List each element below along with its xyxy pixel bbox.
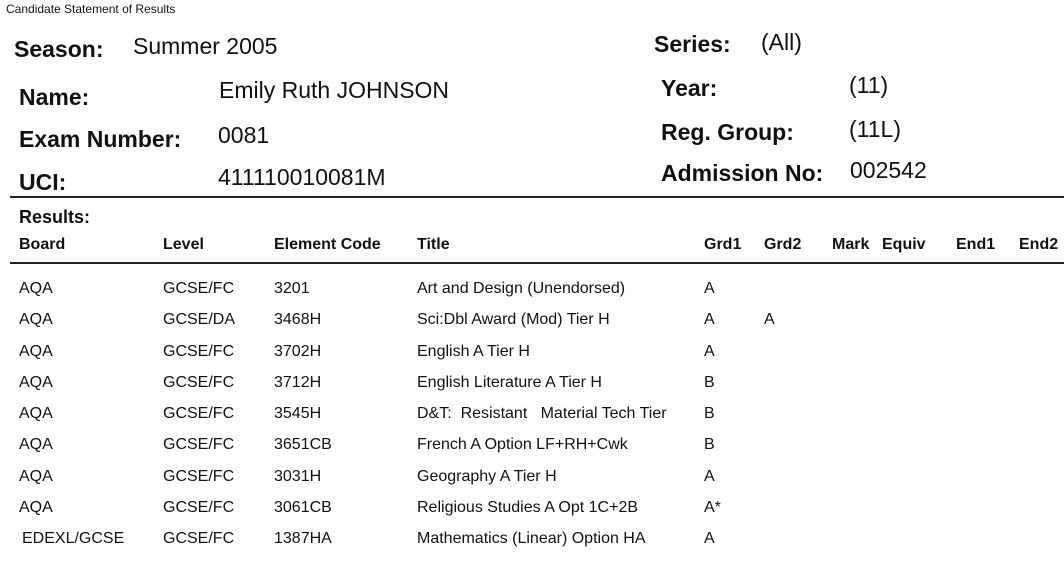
cell-board: AQA: [19, 499, 53, 517]
cell-level: GCSE/FC: [163, 530, 235, 548]
cell-title: English A Tier H: [417, 342, 530, 360]
cell-board: AQA: [19, 405, 53, 423]
cell-level: GCSE/FC: [163, 280, 235, 297]
name-label: Name:: [19, 84, 90, 110]
cell-level: GCSE/FC: [163, 342, 235, 360]
cell-title: English Literature A Tier H: [417, 373, 602, 391]
reg-group-value: (11L): [849, 116, 901, 142]
cell-title: French A Option LF+RH+Cwk: [417, 436, 628, 454]
cell-board: AQA: [19, 311, 53, 329]
cell-element-code: 3468H: [274, 311, 322, 329]
cell-grd1: A: [704, 311, 715, 329]
table-row: [0, 405, 1064, 436]
cell-element-code: 3031H: [274, 467, 322, 485]
cell-element-code: 3201: [274, 280, 310, 297]
cell-board: AQA: [19, 436, 53, 454]
cell-grd1: A: [704, 342, 715, 360]
name-value: Emily Ruth JOHNSON: [219, 77, 450, 103]
cell-title: Religious Studies A Opt 1C+2B: [417, 499, 639, 517]
cell-title: Sci:Dbl Award (Mod) Tier H: [417, 311, 610, 329]
cell-title: D&T: Resistant Material Tech Tier: [417, 405, 667, 423]
header-grd2: Grd2: [764, 236, 802, 253]
header-grd1: Grd1: [704, 236, 742, 253]
exam-number-value: 0081: [218, 122, 270, 148]
cell-element-code: 3061CB: [274, 499, 332, 517]
cell-grd2: A: [764, 311, 775, 329]
cell-grd1: A: [704, 530, 715, 548]
header-end1: End1: [956, 236, 996, 253]
table-row: [0, 468, 1064, 499]
cell-level: GCSE/FC: [163, 467, 235, 485]
cell-board: AQA: [19, 342, 53, 360]
table-row: [0, 499, 1064, 530]
admission-number-label: Admission No:: [661, 160, 824, 186]
year-value: (11): [849, 72, 889, 98]
table-row: [0, 280, 1064, 311]
cell-board: AQA: [19, 373, 53, 391]
season-label: Season:: [14, 36, 104, 62]
header-end2: End2: [1019, 236, 1059, 253]
header-equiv: Equiv: [882, 236, 926, 253]
cell-grd1: B: [704, 373, 715, 391]
table-row: [0, 530, 1064, 561]
results-table: [0, 236, 1064, 562]
cell-element-code: 1387HA: [274, 530, 332, 548]
cell-grd1: A: [704, 280, 715, 297]
table-row: [0, 436, 1064, 467]
cell-title: Geography A Tier H: [417, 467, 557, 485]
series-label: Series:: [654, 31, 731, 57]
document-title: Candidate Statement of Results: [6, 2, 176, 16]
cell-title: Mathematics (Linear) Option HA: [417, 530, 646, 548]
cell-level: GCSE/FC: [163, 436, 235, 454]
cell-board: EDEXL/GCSE: [22, 530, 125, 548]
divider-top: [10, 196, 1064, 198]
exam-number-label: Exam Number:: [19, 126, 182, 152]
reg-group-label: Reg. Group:: [661, 119, 794, 145]
uci-value: 411110010081M: [218, 164, 386, 190]
cell-board: AQA: [19, 280, 53, 297]
season-value: Summer 2005: [133, 33, 278, 59]
cell-grd1: B: [704, 405, 715, 423]
cell-level: GCSE/DA: [163, 311, 236, 329]
header-title: Title: [417, 236, 450, 253]
results-label: Results:: [19, 207, 91, 227]
cell-board: AQA: [19, 467, 53, 485]
admission-number-value: 002542: [850, 157, 927, 183]
cell-grd1: B: [704, 436, 715, 454]
cell-level: GCSE/FC: [163, 405, 235, 423]
header-board: Board: [19, 236, 66, 253]
table-row: [0, 311, 1064, 342]
table-row: [0, 374, 1064, 405]
cell-title: Art and Design (Unendorsed): [417, 280, 626, 297]
cell-grd1: A*: [704, 499, 721, 517]
cell-element-code: 3702H: [274, 342, 322, 360]
header-mark: Mark: [832, 236, 870, 253]
cell-element-code: 3651CB: [274, 436, 332, 454]
table-header: [0, 236, 1064, 262]
cell-element-code: 3712H: [274, 373, 322, 391]
series-value: (All): [761, 29, 802, 55]
cell-element-code: 3545H: [274, 405, 322, 423]
cell-grd1: A: [704, 467, 715, 485]
uci-label: UCI:: [19, 169, 67, 195]
divider-header: [10, 262, 1064, 264]
cell-level: GCSE/FC: [163, 373, 235, 391]
year-label: Year:: [661, 75, 718, 101]
header-level: Level: [163, 236, 204, 253]
table-row: [0, 343, 1064, 374]
cell-level: GCSE/FC: [163, 499, 235, 517]
header-element-code: Element Code: [274, 236, 381, 253]
